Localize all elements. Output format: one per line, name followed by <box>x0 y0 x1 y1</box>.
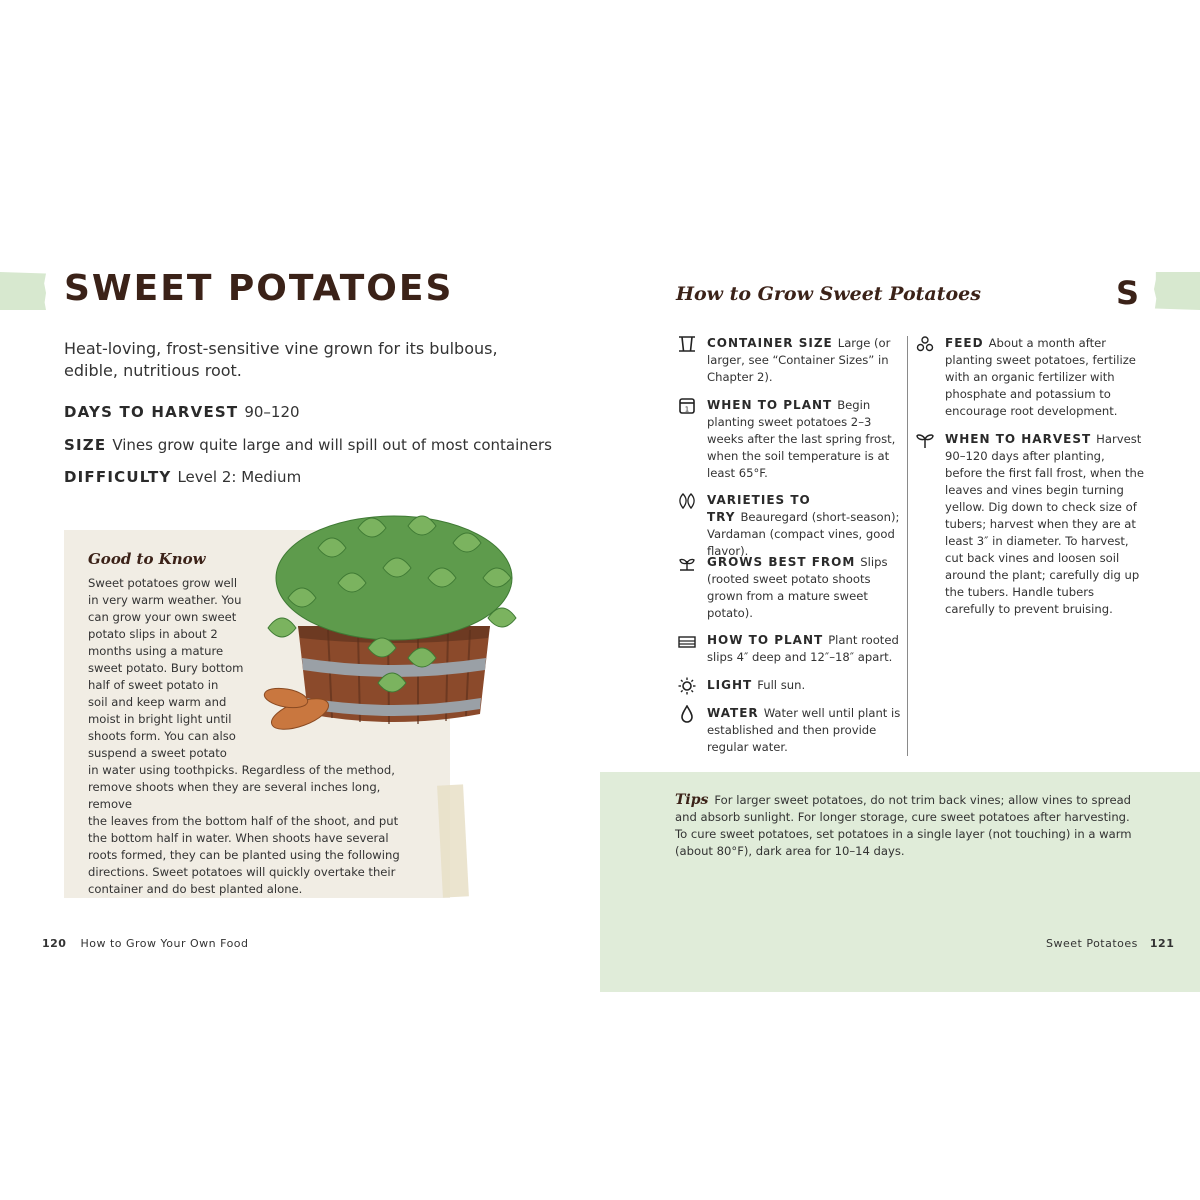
info-text: Beauregard (short-season); Vardaman (compact vines, good flavor). <box>707 510 900 558</box>
tips-text: For larger sweet potatoes, do not trim back vines; allow vines to spread and absorb sunlight. For longer storage, cure sweet potatoes after harvesting. To cure sweet potatoes, set potatoes in a single layer (not touching) in a warm (about 80°F), dark area for 10–14 days. <box>675 793 1132 858</box>
info-text: Slips (rooted sweet potato shoots grown from a mature sweet potato). <box>707 555 888 620</box>
info-label: CONTAINER SIZE <box>707 336 833 350</box>
feed-icon <box>915 335 935 353</box>
column-divider <box>907 336 908 756</box>
good-to-know-line: roots formed, they can be planted using the following <box>88 848 400 862</box>
info-label: FEED <box>945 336 984 350</box>
sun-icon <box>677 677 697 695</box>
good-to-know-line: in very warm weather. You <box>88 593 242 607</box>
footer-right <box>1046 937 1174 950</box>
good-to-know-line: months using a mature <box>88 644 224 658</box>
good-to-know-line: moist in bright light until <box>88 712 232 726</box>
section-letter: S <box>1116 274 1140 312</box>
sprout-icon <box>677 554 697 572</box>
info-item-feed <box>945 335 1145 420</box>
info-item-when-to-plant <box>684 397 907 482</box>
page-number-left: 120 <box>42 937 67 950</box>
info-text: Harvest 90–120 days after planting, before the first fall frost, when the leaves and vines begin turning yellow. Dig down to check size of tubers; harvest when they are at least 3″ in diameter. To harvest, cut back vines and loosen soil around the plant; carefully dig up the tubers. Handle tubers carefully to prevent bruising. <box>945 432 1145 616</box>
container-icon <box>677 335 697 353</box>
stat-value: 90–120 <box>244 403 300 421</box>
good-to-know-line: the bottom half in water. When shoots have several <box>88 831 389 845</box>
stat-value: Vines grow quite large and will spill out of most containers <box>112 436 552 454</box>
info-text: Full sun. <box>757 678 806 692</box>
good-to-know-line: soil and keep warm and <box>88 695 227 709</box>
info-text: Water well until plant is established and then provide regular water. <box>707 706 901 754</box>
info-label: WATER <box>707 706 759 720</box>
planting-icon <box>677 632 697 650</box>
info-label: VARIETIES TO TRY <box>707 493 811 524</box>
info-item-when-to-harvest <box>945 431 1145 618</box>
info-item-grows-best-from <box>707 554 907 622</box>
good-to-know-line: remove shoots when they are several inches long, remove <box>88 780 381 811</box>
good-to-know-line: in water using toothpicks. Regardless of the method, <box>88 763 395 777</box>
info-label: WHEN TO PLANT <box>707 398 833 412</box>
footer-right-text: Sweet Potatoes <box>1046 937 1138 950</box>
info-text: Large (or larger, see “Container Sizes” in Chapter 2). <box>707 336 891 384</box>
info-item-varieties-to-try <box>707 492 907 560</box>
info-text: Plant rooted slips 4″ deep and 12″–18″ apart. <box>707 633 899 664</box>
info-label: GROWS BEST FROM <box>707 555 856 569</box>
green-tab-right <box>1154 272 1200 310</box>
good-to-know-line: half of sweet potato in <box>88 678 219 692</box>
info-label: LIGHT <box>707 678 753 692</box>
info-label: WHEN TO HARVEST <box>945 432 1092 446</box>
stat-label: DIFFICULTY <box>64 468 172 486</box>
stat-label: DAYS TO HARVEST <box>64 403 239 421</box>
good-to-know-line: potato slips in about 2 <box>88 627 218 641</box>
stat-size <box>64 436 552 454</box>
info-item-light <box>707 677 907 694</box>
good-to-know-line: container and do best planted alone. <box>88 882 303 896</box>
green-tab-left <box>0 272 46 310</box>
good-to-know-line: Sweet potatoes grow well <box>88 576 238 590</box>
good-to-know-line: directions. Sweet potatoes will quickly overtake their <box>88 865 396 879</box>
leaves-icon <box>677 492 697 510</box>
good-to-know-line: the leaves from the bottom half of the shoot, and put <box>88 814 399 828</box>
info-item-container-size <box>707 335 907 386</box>
good-to-know-wide-lines <box>88 762 423 898</box>
good-to-know-line: sweet potato. Bury bottom <box>88 661 244 675</box>
info-label: HOW TO PLANT <box>707 633 824 647</box>
info-item-how-to-plant <box>707 632 907 666</box>
tips-text-block <box>675 792 1145 860</box>
stat-difficulty <box>64 468 301 486</box>
info-text: Begin planting sweet potatoes 2–3 weeks after the last spring frost, when the soil temperature is at least 65°F. <box>707 398 896 480</box>
info-text: About a month after planting sweet potatoes, fertilize with an organic fertilizer with phosphate and potassium to encourage root development. <box>945 336 1136 418</box>
harvest-sprout-icon <box>915 431 935 449</box>
stat-days-to-harvest <box>64 403 300 421</box>
good-to-know-line: can grow your own sweet <box>88 610 237 624</box>
tape-decoration <box>437 784 469 897</box>
intro-text: Heat-loving, frost-sensitive vine grown for its bulbous, edible, nutritious root. <box>64 339 498 380</box>
water-drop-icon <box>677 705 697 723</box>
good-to-know-title: Good to Know <box>88 550 206 568</box>
stat-value: Level 2: Medium <box>177 468 302 486</box>
info-item-water <box>707 705 907 756</box>
page-number-right: 121 <box>1149 937 1175 950</box>
footer-left-text: How to Grow Your Own Food <box>80 937 249 950</box>
good-to-know-line: suspend a sweet potato <box>88 746 227 760</box>
tips-label: Tips <box>675 792 709 808</box>
svg-text:1: 1 <box>684 405 690 414</box>
sweet-potato-plant-illustration <box>258 508 530 740</box>
calendar-icon <box>677 397 697 415</box>
good-to-know-line: shoots form. You can also <box>88 729 236 743</box>
section-heading: How to Grow Sweet Potatoes <box>676 283 981 305</box>
page-title: SWEET POTATOES <box>64 268 454 309</box>
footer-left <box>42 937 249 950</box>
stat-label: SIZE <box>64 436 107 454</box>
